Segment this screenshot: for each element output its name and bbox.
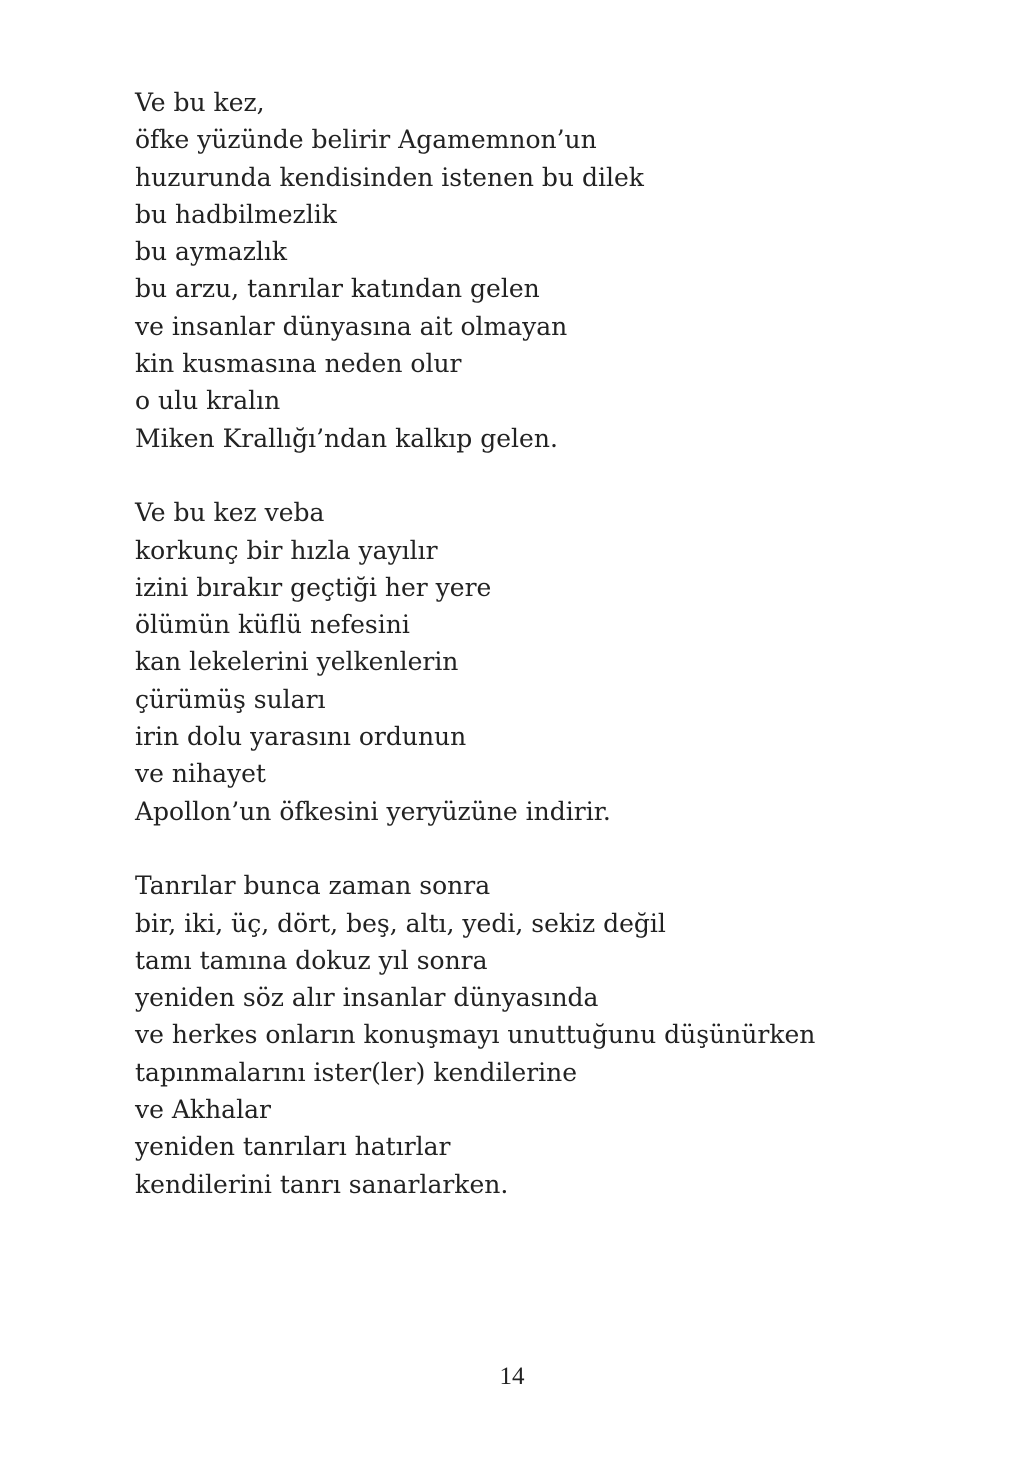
poem-line: bir, iki, üç, dört, beş, altı, yedi, sekiz değil xyxy=(135,908,666,938)
poem-line: izini bırakır geçtiği her yere xyxy=(135,572,492,602)
poem-line: öfke yüzünde belirir Agamemnon’un xyxy=(135,125,597,155)
poem-line: ölümün küflü nefesini xyxy=(135,610,410,640)
poem-line: bu hadbilmezlik xyxy=(135,199,337,229)
page-number: 14 xyxy=(499,1363,525,1390)
poem-line: bu arzu, tanrılar katından gelen xyxy=(135,274,540,304)
poem-line: bu aymazlık xyxy=(135,237,288,267)
stanza-3 xyxy=(135,867,995,1203)
poem-line: yeniden tanrıları hatırlar xyxy=(135,1132,451,1162)
stanza-2 xyxy=(135,494,995,830)
stanza-1 xyxy=(135,84,995,457)
poem-line: Apollon’un öfkesini yeryüzüne indirir. xyxy=(135,796,611,826)
poem-line: yeniden söz alır insanlar dünyasında xyxy=(135,983,599,1013)
poem-line: ve nihayet xyxy=(135,759,266,789)
poem-line: ve herkes onların konuşmayı unuttuğunu düşünürken xyxy=(135,1020,816,1050)
poem-line: huzurunda kendisinden istenen bu dilek xyxy=(135,162,644,192)
poem-line: kendilerini tanrı sanarlarken. xyxy=(135,1169,509,1199)
poem-line: Ve bu kez veba xyxy=(135,498,325,528)
poem-line: tamı tamına dokuz yıl sonra xyxy=(135,945,488,975)
poem-line: tapınmalarını ister(ler) kendilerine xyxy=(135,1057,578,1087)
poem-line: Ve bu kez, xyxy=(135,88,265,117)
poem xyxy=(135,84,995,1203)
poem-line: kan lekelerini yelkenlerin xyxy=(135,647,459,677)
poem-line: irin dolu yarasını ordunun xyxy=(135,722,467,752)
poem-line: korkunç bir hızla yayılır xyxy=(135,535,438,565)
poem-line: ve insanlar dünyasına ait olmayan xyxy=(135,311,568,341)
poem-line: Tanrılar bunca zaman sonra xyxy=(135,871,491,901)
poem-line: kin kusmasına neden olur xyxy=(135,349,462,379)
poem-line: ve Akhalar xyxy=(135,1095,271,1125)
poem-line: çürümüş suları xyxy=(135,684,326,714)
poem-line: o ulu kralın xyxy=(135,386,281,416)
poem-line: Miken Krallığı’ndan kalkıp gelen. xyxy=(135,423,558,453)
